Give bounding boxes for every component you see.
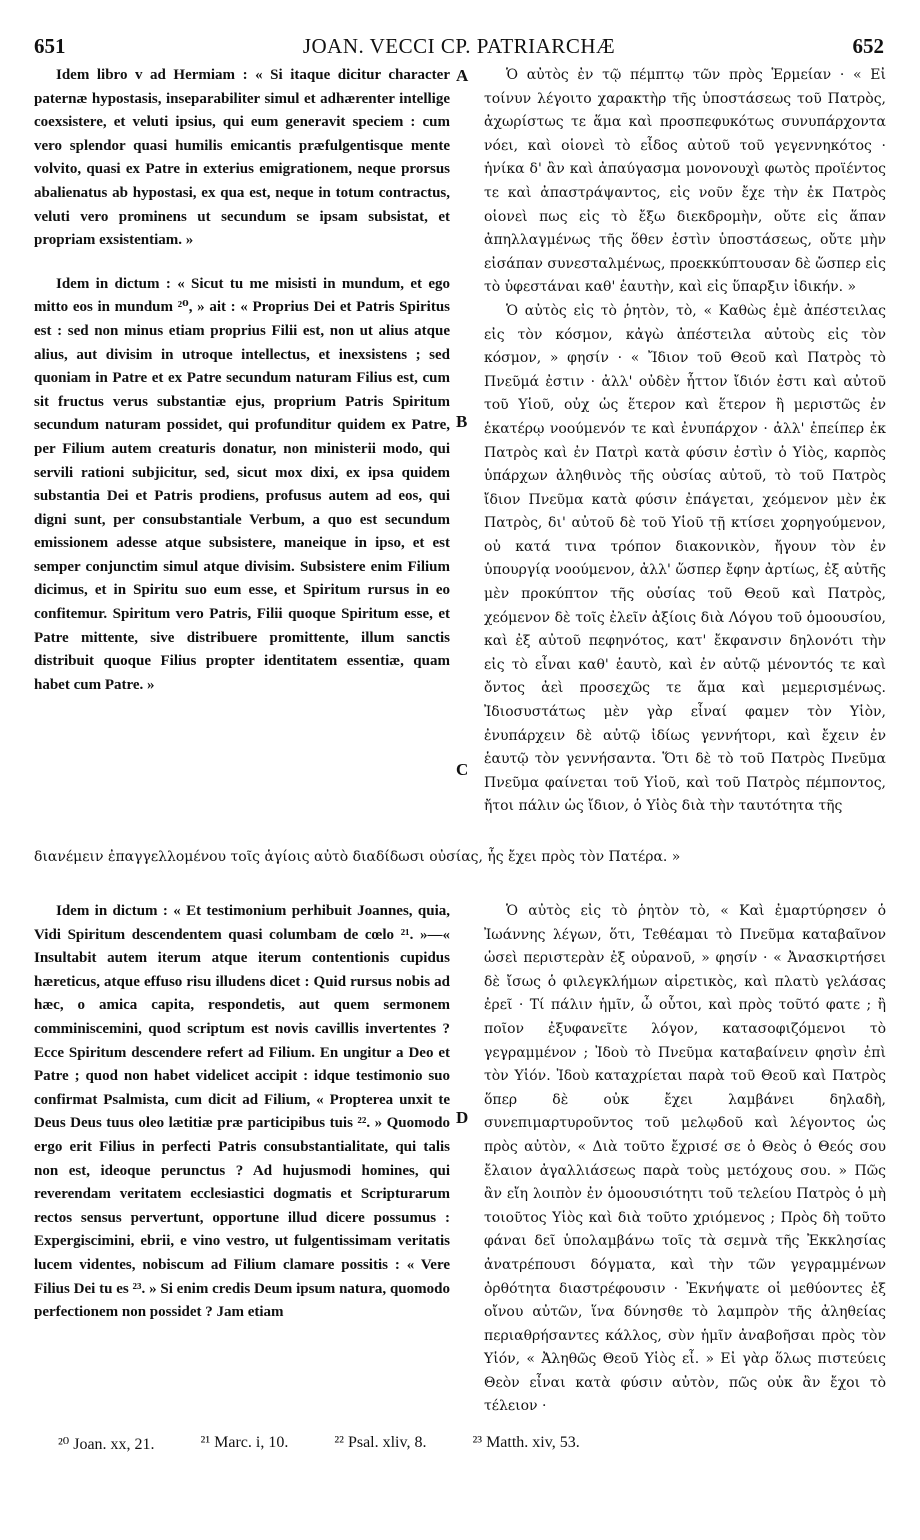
latin-paragraph-1: Idem libro v ad Hermiam : « Si itaque dicitur character paternæ hypostasis, inseparabiliter simul et adhærenter intellige coexsistere, et veluti ipsius, qui eum generavit speciem : cum vero splendor quasi humilis emicantis præfulgentisque mente volvito, quasi ex Patre in exterius emigrationem, neque prorsus abalienatus ab hypostasi, ex qua est, neque in totum contractus, veluti vero prominens ut secundum se ipsam subsistat, et propriam exsistentiam. » [34,67,450,249]
margin-marker-a: A [456,66,469,85]
greek-column-upper [484,64,886,819]
footnote-23: ²³ Matth. xiv, 53. [472,1434,580,1451]
footnote-22: ²² Psal. xliv, 8. [334,1434,427,1451]
greek-paragraph-2: Ὁ αὐτὸς εἰς τὸ ῥητὸν, τὸ, « Καθὼς ἐμὲ ἀπέστειλας εἰς τὸν κόσμον, κἀγὼ ἀπέστειλα αὐτοὺς εἰς τὸν κόσμον, » φησίν · « Ἴδιον τοῦ Θεοῦ καὶ Πατρὸς τὸ Πνεῦμά ἐστιν · ἀλλ' οὐδὲν ἧττον ἴδιόν ἐστι καὶ αὐτοῦ τοῦ Υἱοῦ, οὐχ ὡς ἕτερον καὶ ἕτερον ἢ μεριστῶς ἐν ἑκατέρῳ νοούμενόν τε καὶ ἐνυπάρχον · ἀλλ' ἐπείπερ ἐκ Πατρὸς καὶ ἐν Πατρὶ κατὰ φύσιν ἐστὶν ὁ Υἱὸς, καρπὸς ὑπάρχων ἀληθινὸς τῆς οὐσίας αὐτοῦ, τὸ τοῦ Πατρὸς ἴδιον Πνεῦμα κατὰ φύσιν ἐπάγεται, χεόμενον μὲν ἐκ Πατρὸς, δι' αὐτοῦ δὲ τοῦ Υἱοῦ τῇ κτίσει χορηγούμενον, οὐ κατά τινα τρόπον διακονικὸν, ἤγουν τὸν ἐν ὑπουργίᾳ νοούμενον, ἀλλ' ὥσπερ ἔφην ἀρτίως, ἐξ αὐτῆς μὲν προκύπτον τῆς οὐσίας τοῦ Θεοῦ καὶ Πατρὸς, χεόμενον δὲ τοῖς ἐλεῖν ἀξίοις διὰ Λόγου τοῦ ὁμοουσίου, καὶ ἐξ αὐτοῦ πεφηνότος, κατ' ἔκφανσιν δηλονότι τὴν εἰς τὸ εἶναι καθ' ἑαυτὸ, καὶ ἐν αὐτῷ μένοντός τε καὶ ὄντος ἀεὶ προσεχῶς τε ἅμα καὶ μεμερισμένως. Ἰδιοσυστάτως μὲν γὰρ εἶναί φαμεν τὸν Υἱὸν, ἐνυπάρχειν δὲ αὐτῷ ἰδίως γεννήτορι, καὶ ἔχειν ἐν ἑαυτῷ τὸν γεννήσαντα. Ὅτι δὲ τὸ τοῦ Πατρὸς Πνεῦμα Πνεῦμα φαίνεται τοῦ Υἱοῦ, καὶ τοῦ Πατρὸς πέμποντος, ἤτοι πάλιν ὡς ἴδιον, ὁ Υἱὸς διὰ τὴν ταυτότητα τῆς [484,302,886,815]
greek-spanning-lines: διανέμειν ἐπαγγελλομένου τοῖς ἁγίοις αὐτὸ διαδίδωσι οὐσίας, ἧς ἔχει πρὸς τὸν Πατέρα. » [34,849,681,865]
latin-column-lower [34,900,450,1325]
margin-marker-d: D [456,1108,469,1127]
margin-marker-c: C [456,760,469,779]
footnotes [58,1434,878,1454]
greek-column-lower [484,900,886,1419]
running-title: JOAN. VECCI CP. PATRIARCHÆ [302,34,616,58]
latin-paragraph-2: Idem in dictum : « Sicut tu me misisti in mundum, et ego mitto eos in mundum ²⁰, » ait : « Proprius Dei et Patris Spiritus est : sed non minus etiam proprius Filii est, non ut alius atque alius, aut divisim in utroque intellectus, et inexsistens ; sed quoniam in Patre et ex Patre secundum naturam Filius est, cum sit fructus verus substantiæ ejus, proprium Patris Spiritum secundum naturam possidet, qui profunditur quidem ex Patre, per Filium autem creaturis donatur, non ministerii modo, qui servili rationi subjicitur, sed, sicut mox dixi, ex ipsa quidem substantia Dei et Patris prodiens, profusus autem ad eos, qui digni sunt, per consubstantiale Verbum, a quo est secundum emissionem adesse atque subsistere, maneique in ipso, et est semper conjunctim simul atque divisim. Subsistere enim Filium dicimus, et in Spiritu suo eum esse, et Spiritum rursus in eo confitemur. Spiritum vero Patris, Filii quoque Spiritum esse, et Patre mittente, sive distribuere promittente, illum sanctis distribuit quoque Filius propter identitatem essentiæ, quam habet cum Patre. » [34,275,450,693]
greek-paragraph-3: Ὁ αὐτὸς εἰς τὸ ῥητὸν τὸ, « Καὶ ἐμαρτύρησεν ὁ Ἰωάννης λέγων, ὅτι, Τεθέαμαι τὸ Πνεῦμα καταβαῖνον ὡσεὶ περιστερὰν ἐξ οὐρανοῦ, » φησίν · « Ἀνασκιρτήσει δὲ ἴσως ὁ φιλεγκλήμων αἱρετικὸς, καὶ πλατὺ γελάσας ἐρεῖ · Τί πάλιν ἡμῖν, ὦ οὗτοι, καὶ πρὸς τοῦτό φατε ; ἢ ποῖον ἐξυφανεῖτε λόγον, κατασοφιζόμενοι τὸ γεγραμμένον ; Ἰδοὺ τὸ Πνεῦμα καταβαίνειν φησὶν ἐπὶ τὸν Υἱόν. Ἰδοὺ καταχρίεται παρὰ τοῦ Θεοῦ καὶ Πατρὸς ὅπερ δὲ οὐκ ἔχει λαμβάνει δηλαδὴ, συνεπιμαρτυροῦντος τοῦ μελῳδοῦ καὶ λέγοντος ὡς πρὸς αὐτὸν, « Διὰ τοῦτο ἔχρισέ σε ὁ Θεὸς ὁ Θεός σου ἔλαιον ἀγαλλιάσεως παρὰ τοὺς μετόχους σου. » Πῶς ἂν εἴη λοιπὸν ἐν ὁμοουσιότητι τοῦ τελείου Πατρὸς ὁ μὴ τοιοῦτος Υἱὸς καὶ διὰ τοῦτο χριόμενος ; Πρὸς δὴ τοῦτο φάναι δεῖ ὑπολαμβάνω τοῖς τὰ σεμνὰ τῆς Ἐκκλησίας ἀνατρέπουσι δόγματα, καὶ τὴν τῶν γεγραμμένων ὀρθότητα διαστρέφουσιν · Ἐκνήψατε οἱ μεθύοντες ἐξ οἴνου αὐτῶν, ἵνα δύνησθε τὸ λαμπρὸν τῆς ἀληθείας περιαθρήσαντες κάλλος, σὺν ἡμῖν ἀναβοῆσαι πρὸς τὸν Υἱόν, « Ἀληθῶς Θεοῦ Υἱὸς εἶ. » Εἰ γὰρ ὅλως πιστεύεις Θεὸν εἶναι κατὰ φύσιν αὐτὸν, πῶς οὐκ ἂν ἔχοι τὸ τέλειον · [484,903,886,1415]
page-number-left: 651 [34,34,66,58]
greek-paragraph-1: Ὁ αὐτὸς ἐν τῷ πέμπτῳ τῶν πρὸς Ἑρμείαν · « Εἰ τοίνυν λέγοιτο χαρακτὴρ τῆς ὑποστάσεως τοῦ Πατρὸς, ἀχωρίστως τε ἅμα καὶ προσπεφυκότως συνυπάρχοντα νόει, καὶ οἱονεὶ τὸ εἶδος αὐτοῦ τοῦ γεγεννηκότος · ἡνίκα δ' ἂν καὶ ἀπαύγασμα μονονουχὶ φωτὸς προϊέντος τε καὶ ἀπαστράψαντος, εἰς νοῦν ἔχε τὴν ἐκ Πατρὸς οἱονεὶ πως εἰς τὸ ἔξω διεκδρομὴν, οὔτε εἰς ἅπαν ἀπηλλαγμένως τῆς ὅθεν ἐστὶν ὑποστάσεως, οὔτε μὴν εἰσάπαν συνεσταλμένως, προεκκύπτουσαν δὲ ὥσπερ εἰς τὸ ὑφεστάναι καθ' ἑαυτὴν, καὶ εἰς ὕπαρξιν ἰδικήν. » [484,67,886,296]
footnote-21: ²¹ Marc. i, 10. [200,1434,289,1451]
latin-column-upper [34,64,450,697]
footnote-20: ²⁰ Joan. xx, 21. [58,1436,155,1453]
page-number-right: 652 [852,34,884,58]
latin-paragraph-3: Idem in dictum : « Et testimonium perhibuit Joannes, quia, Vidi Spiritum descendentem quasi columbam de cœlo ²¹. »—« Insultabit autem iterum atque iterum contentionis cupidus hæreticus, atque effuso risu illudens dicet : Quid rursus nobis ad hæc, o amica capita, respondetis, aut quem sermonem comminiscemini, quod scriptum est novis cavillis invertentes ? Ecce Spiritum descendere refert ad Filium. En ungitur a Deo et Patre ; quod non habet videlicet accipit : idque testimonio suo confirmat Psalmista, cum dicit ad Filium, « Propterea unxit te Deus Deus tuus oleo lætitiæ præ participibus tuis ²². » Quomodo ergo erit Filius in perfecti Patris consubstantialitate, qui talis non est, ideoque perunctus ? Ad hujusmodi homines, qui reverendam veritatem ecclesiastici dogmatis et Scripturarum rectos sensus pervertunt, opportune illud dicere possumus : Expergiscimini, ebrii, e vino vestro, ut fulgentissimam veritatis lucem videntes, nobiscum ad Filium clamare possitis : « Vere Filius Dei tu es ²³. » Si enim credis Deum ipsum natura, quomodo perfectionem non possidet ? Jam etiam [34,903,450,1321]
page-header [34,34,884,60]
margin-marker-b: B [456,412,468,431]
